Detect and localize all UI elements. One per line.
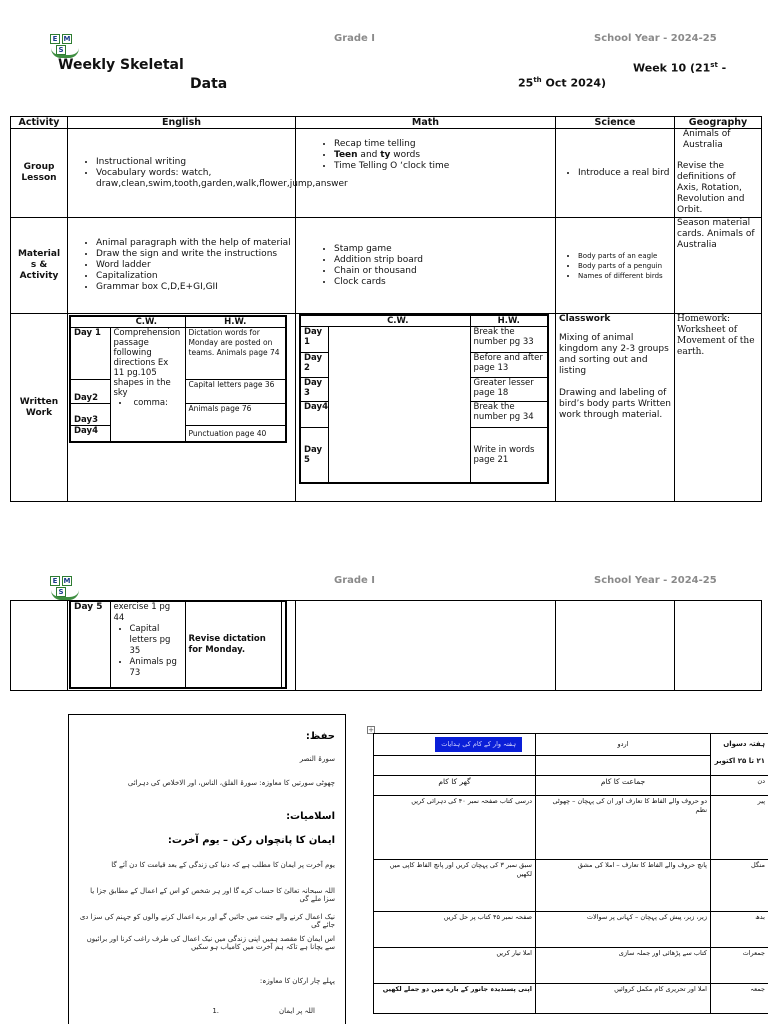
urdu-week-dates: ۲۱ تا ۲۵ اکتوبر	[711, 756, 768, 776]
school-logo-page2	[50, 576, 80, 602]
cw-text: exercise 1 pg 44	[113, 602, 171, 623]
list-item-text: اللہ پر ایمان	[279, 1007, 315, 1015]
page-title-line1: Weekly Skeletal	[58, 57, 184, 73]
science-p1: Mixing of animal kingdom any 2-3 groups and sorting out and listing	[559, 333, 669, 376]
urdu-blank-a	[536, 756, 711, 776]
urdu-cw: دو حروف والے الفاظ کا تعارف اور ان کی پہچان – چھوٹی نظم	[536, 796, 711, 860]
science-p2: Drawing and labeling of bird’s body parts Written work through material.	[559, 388, 671, 420]
logo-leaf-icon	[51, 590, 79, 600]
grade-label-page2: Grade I	[334, 575, 376, 586]
materials-geography: Season material cards. Animals of Australia	[675, 218, 762, 314]
day-label: Day4	[70, 426, 110, 443]
urdu-hw: سبق نمبر ۳ کی پہچان کریں اور پانچ الفاظ کاپی میں لکھیں	[374, 860, 536, 912]
list-item: • Clock cards	[334, 277, 555, 288]
list-item: • Stamp game	[334, 244, 555, 255]
day-label: Day 5	[300, 428, 328, 484]
lesson-heading: ایمان کا پانچواں رکن – یوم آخرت:	[167, 835, 335, 846]
written-english	[68, 314, 296, 502]
materials-math	[296, 218, 556, 314]
list-item: • Capitalization	[96, 271, 295, 282]
list-item: • Introduce a real bird	[578, 168, 674, 179]
urdu-cw: املا اور تحریری کام مکمل کروائیں	[536, 984, 711, 1014]
list-item: • Draw the sign and write the instructions	[96, 249, 295, 260]
paragraph: نیک اعمال کرنے والے جنت میں جائیں گے اور برے اعمال کرنے والوں کو جہنم کی سزا دی جائے گی	[79, 913, 335, 929]
urdu-weekly-table	[373, 733, 768, 1014]
continued-geography-cell	[675, 601, 762, 691]
hifz-heading: حفظ:	[305, 731, 335, 742]
urdu-class-work-head: جماعت کا کام	[536, 776, 711, 796]
list-item: • Capital letters pg 35	[130, 624, 182, 657]
urdu-cw: پانچ حروف والے الفاظ کا تعارف – املا کی مشق	[536, 860, 711, 912]
day-label: Day4	[300, 402, 328, 428]
list-item: • Body parts of a penguin	[578, 261, 674, 271]
col-geography: Geography	[675, 117, 762, 129]
continued-math-cell	[296, 601, 556, 691]
math-hw-day5: Write in words page 21	[470, 428, 548, 484]
list-item: • Instructional writing	[96, 157, 295, 168]
continued-science-cell	[556, 601, 675, 691]
continued-english-cell	[68, 601, 296, 691]
english-cw-head: C.W.	[70, 316, 185, 328]
row-written-work: Written Work	[11, 314, 68, 502]
english-day5-cw	[110, 602, 185, 689]
urdu-week-head: ہفتہ دسواں	[711, 734, 768, 756]
english-hw-day4: Punctuation page 40	[185, 426, 286, 443]
school-year-label-page2: School Year - 2024-25	[594, 575, 717, 586]
row-materials-activity: Material s & Activity	[11, 218, 68, 314]
logo-letter-s: S	[56, 587, 66, 597]
page-title-line2: Data	[190, 76, 228, 92]
urdu-day: منگل	[711, 860, 768, 912]
col-math: Math	[296, 117, 556, 129]
math-hw-day2: Before and after page 13	[470, 353, 548, 378]
list-item: • Addition strip board	[334, 255, 555, 266]
islamiat-heading: اسلامیات:	[286, 811, 335, 822]
col-english: English	[68, 117, 296, 129]
english-day5-hw: Revise dictation for Monday.	[185, 602, 281, 689]
urdu-day: جمعہ	[711, 984, 768, 1014]
list-item: • Vocabulary words: watch, draw,clean,swim,tooth,garden,walk,flower,jump,answer	[96, 168, 295, 190]
day3-label: Day3	[74, 415, 98, 425]
urdu-cw: زیر، زبر، پیش کی پہچان – کہانی پر سوالات	[536, 912, 711, 948]
school-year-label: School Year - 2024-25	[594, 33, 717, 44]
paragraph: اللہ سبحانہ تعالیٰ کا حساب کرے گا اور ہر شخص کو اس کے اعمال کے مطابق جزا یا سزا ملے گی	[90, 887, 335, 903]
math-cw-cell	[328, 327, 470, 484]
urdu-home-work-head: گھر کا کام	[374, 776, 536, 796]
list-item: • Recap time telling	[334, 139, 555, 150]
logo-letter-m: M	[63, 577, 71, 585]
logo-letter-e: E	[50, 576, 60, 586]
group-lesson-geography	[675, 129, 762, 218]
math-cw-hw-table	[299, 314, 549, 484]
list-item: • comma:	[130, 398, 182, 408]
urdu-day: پیر	[711, 796, 768, 860]
list-item: • Animal paragraph with the help of material	[96, 238, 295, 249]
weekly-plan-table	[10, 116, 762, 502]
english-cw-text	[110, 328, 185, 443]
day-label: Day 1	[70, 328, 110, 380]
urdu-day: جمعرات	[711, 948, 768, 984]
english-day5-empty	[281, 602, 286, 689]
list-item: • Names of different birds	[578, 271, 674, 281]
math-hw-head: H.W.	[470, 315, 548, 327]
list-item: اللہ پر ایمان.1	[212, 1007, 315, 1015]
hifz-line2: چھوٹی سورتیں کا معاوزہ: سورۃ الفلق، الناس، اور الاخلاص کی دہرائی	[127, 779, 335, 787]
math-cw-head: C.W.	[300, 315, 470, 327]
list-item: • Body parts of an eagle	[578, 251, 674, 261]
english-cw-hw-table	[69, 315, 287, 443]
geography-line: Animals of Australia	[683, 129, 731, 150]
row-group-lesson: Group Lesson	[11, 129, 68, 218]
written-science	[556, 314, 675, 502]
list-item: • Chain or thousand	[334, 266, 555, 277]
day-label: Day 1	[300, 327, 328, 353]
urdu-cw: کتاب سے پڑھائی اور جملہ سازی	[536, 948, 711, 984]
english-day5-table	[69, 601, 287, 689]
continued-activity-cell	[11, 601, 68, 691]
english-hw-day3: Animals page 76	[185, 404, 286, 426]
day-label: Day2	[70, 380, 110, 404]
urdu-day-col: دن	[711, 776, 768, 796]
hifz-line1: سورۃ النصر	[299, 755, 335, 763]
col-science: Science	[556, 117, 675, 129]
english-hw-day2: Capital letters page 36	[185, 380, 286, 404]
week-label-line1: Week 10 (21st -	[633, 61, 727, 75]
logo-letter-m: M	[63, 35, 71, 43]
english-hw-head: H.W.	[185, 316, 286, 328]
materials-science	[556, 218, 675, 314]
table-move-handle-icon[interactable]: +	[368, 726, 374, 734]
urdu-highlight: ہفتہ وار کے کام کی ہدایات	[435, 737, 522, 752]
math-hw-day3: Greater lesser page 18	[470, 378, 548, 402]
list-item: • Grammar box C,D,E+GI,GII	[96, 282, 295, 293]
urdu-hw: اپنی پسندیدہ جانور کے بارے میں دو جملے لکھیں	[374, 984, 536, 1014]
urdu-day: بدھ	[711, 912, 768, 948]
logo-letter-s: S	[56, 45, 66, 55]
list-item: • Time Telling O ‘clock time	[334, 161, 555, 172]
group-lesson-math	[296, 129, 556, 218]
urdu-subject: اردو	[536, 734, 711, 756]
urdu-highlight-cell	[374, 734, 536, 756]
day-label: Day 5	[70, 602, 110, 689]
urdu-hw: صفحہ نمبر ۴۵ کتاب پر حل کریں	[374, 912, 536, 948]
list-item: • Animals pg 73	[130, 657, 182, 679]
written-math	[296, 314, 556, 502]
paragraph: یوم آخرت پر ایمان کا مطلب ہے کہ دنیا کی زندگی کے بعد قیامت کا دن آئے گا	[111, 861, 335, 869]
list-item: • Word ladder	[96, 260, 295, 271]
logo-letter-e: E	[50, 34, 60, 44]
col-activity: Activity	[11, 117, 68, 129]
islamiat-box	[68, 714, 346, 1024]
math-hw-day1: Break the number pg 33	[470, 327, 548, 353]
group-lesson-english	[68, 129, 348, 218]
day-label: Day 2	[300, 353, 328, 378]
english-hw-day1: Dictation words for Monday are posted on teams. Animals page 74	[185, 328, 286, 380]
group-lesson-science	[556, 129, 675, 218]
geography-line: Revise the definitions of Axis, Rotation, Revolution and Orbit.	[677, 161, 745, 215]
paragraph: اس ایمان کا مقصد ہمیں اپنی زندگی میں نیک اعمال کی طرف راغب کرنا اور برائیوں سے بچانا ہے تاکہ ہم آخرت میں کامیاب ہو سکیں	[86, 935, 335, 951]
written-geography: Homework: Worksheet of Movement of the earth.	[675, 314, 762, 502]
science-head: Classwork	[559, 314, 611, 324]
day-label	[70, 404, 110, 426]
day-label: Day 3	[300, 378, 328, 402]
urdu-blank-b	[374, 756, 536, 776]
list-item: • Teen and ty words	[334, 150, 555, 161]
week-label-line2: 25th Oct 2024)	[518, 76, 607, 90]
revision-heading: پہلے چار ارکان کا معاوزہ:	[259, 977, 335, 985]
urdu-hw: درسی کتاب صفحہ نمبر ۴۰ کی دہرائی کریں	[374, 796, 536, 860]
weekly-plan-table-continued	[10, 600, 762, 691]
grade-label: Grade I	[334, 33, 376, 44]
math-hw-day4: Break the number pg 34	[470, 402, 548, 428]
cw-text: Comprehension passage following directions Ex 11 pg.105 shapes in the sky	[113, 328, 181, 398]
urdu-hw: املا تیار کریں	[374, 948, 536, 984]
materials-english	[68, 218, 296, 314]
